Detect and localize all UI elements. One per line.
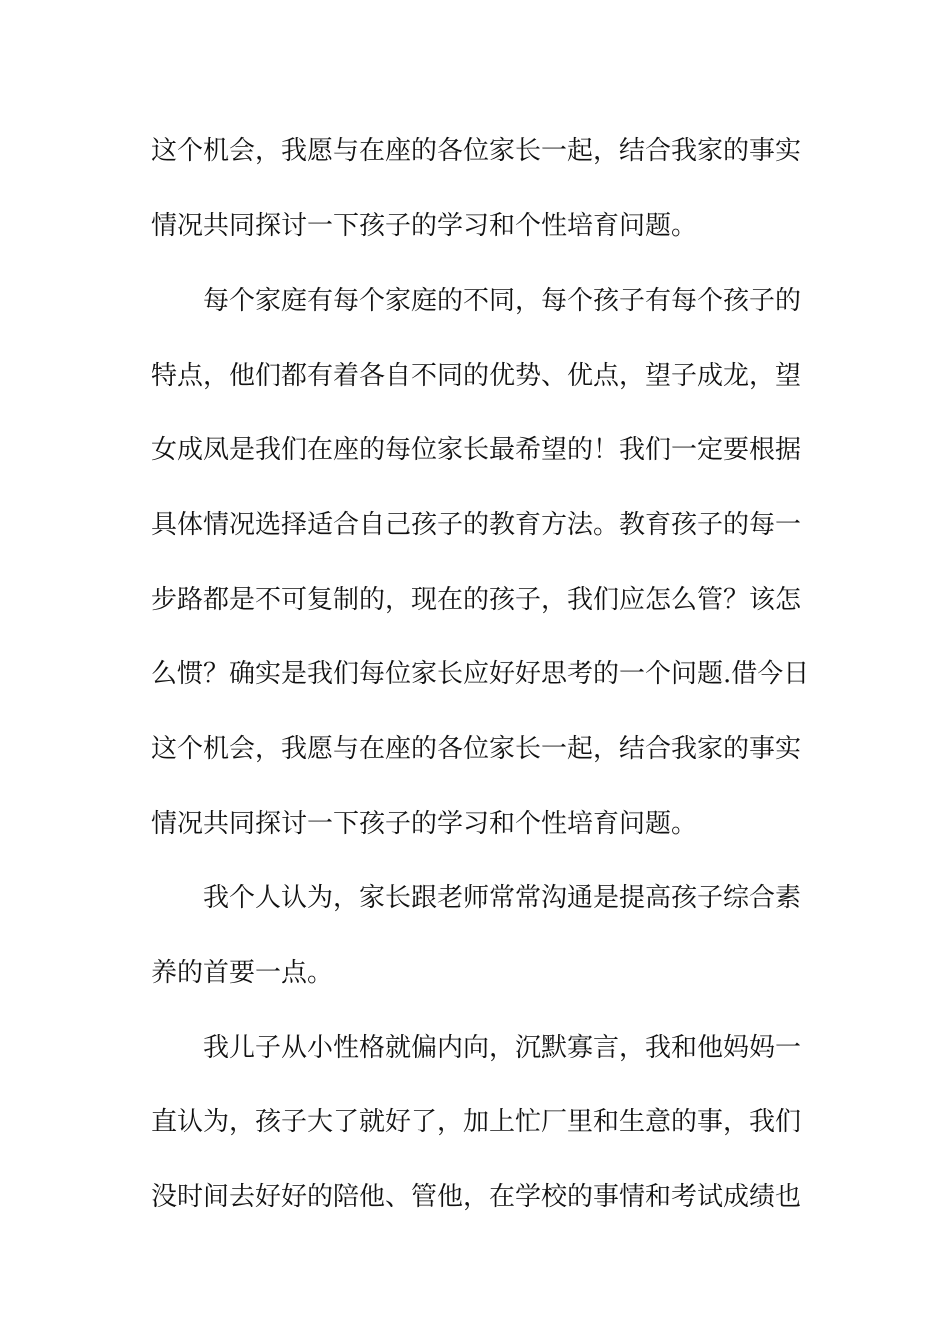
text-line-11: 我个人认为，家长跟老师常常沟通是提高孩子综合素 [203,883,802,913]
text-line-13: 我儿子从小性格就偏内向，沉默寡言，我和他妈妈一 [203,1033,802,1063]
text-line-14: 直认为，孩子大了就好了，加上忙厂里和生意的事，我们 [151,1107,802,1137]
text-line-4: 特点，他们都有着各自不同的优势、优点，望子成龙，望 [151,361,802,391]
text-line-10: 情况共同探讨一下孩子的学习和个性培育问题。 [151,809,698,839]
text-line-5: 女成凤是我们在座的每位家长最希望的！我们一定要根据 [151,435,802,465]
text-line-3: 每个家庭有每个家庭的不同，每个孩子有每个孩子的 [203,286,802,316]
text-line-15: 没时间去好好的陪他、管他，在学校的事情和考试成绩也 [151,1182,802,1212]
text-line-8: 么惯？确实是我们每位家长应好好思考的一个问题.借今日 [151,659,810,689]
text-line-2: 情况共同探讨一下孩子的学习和个性培育问题。 [151,211,698,241]
text-line-9: 这个机会，我愿与在座的各位家长一起，结合我家的事实 [151,734,802,764]
text-line-12: 养的首要一点。 [151,958,334,988]
text-line-1: 这个机会，我愿与在座的各位家长一起，结合我家的事实 [151,136,802,166]
text-line-6: 具体情况选择适合自己孩子的教育方法。教育孩子的每一 [151,510,802,540]
text-line-7: 步路都是不可复制的，现在的孩子，我们应怎么管？该怎 [151,585,802,615]
